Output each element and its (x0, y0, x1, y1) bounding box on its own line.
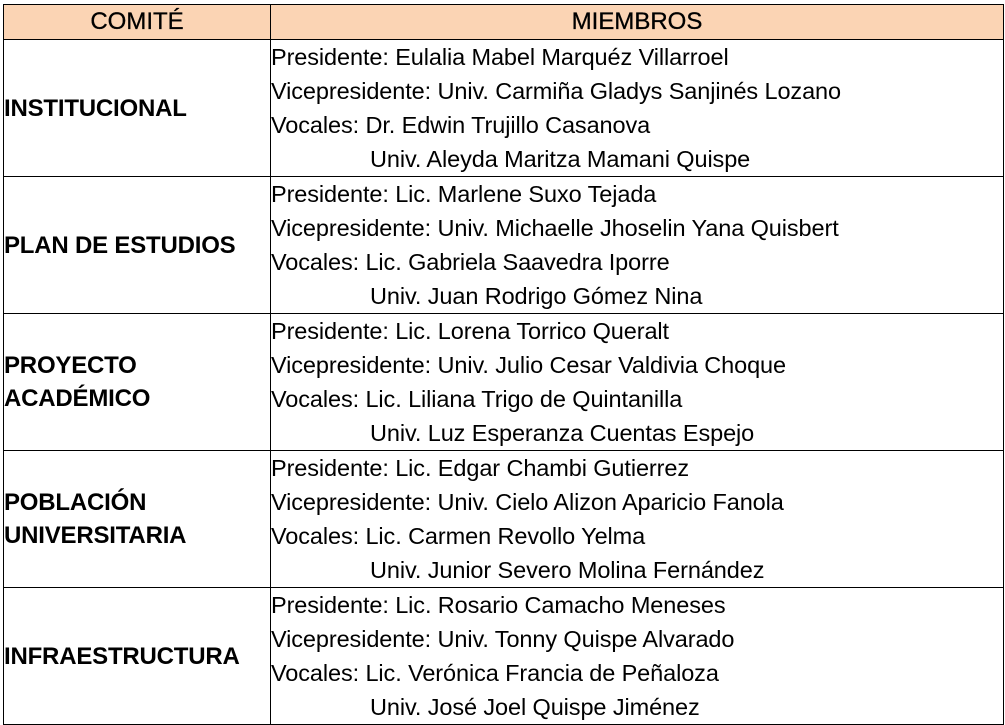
committee-name: PROYECTO ACADÉMICO (4, 314, 271, 451)
committee-row-plan-de-estudios (4, 177, 1004, 314)
committee-name: INSTITUCIONAL (4, 40, 271, 177)
committee-name: PLAN DE ESTUDIOS (4, 177, 271, 314)
committee-row-poblacion-universitaria (4, 451, 1004, 588)
committee-members (271, 177, 1004, 314)
member-president: Presidente: Lic. Lorena Torrico Queralt (271, 318, 669, 344)
member-president: Presidente: Lic. Edgar Chambi Gutierrez (271, 455, 689, 481)
committee-row-infraestructura (4, 588, 1004, 725)
member-vocal-2: Univ. Junior Severo Molina Fernández (370, 557, 765, 583)
header-row (4, 5, 1004, 40)
committees-table (3, 4, 1004, 725)
committee-name: POBLACIÓN UNIVERSITARIA (4, 451, 271, 588)
committee-row-proyecto-academico (4, 314, 1004, 451)
member-vicepresident: Vicepresidente: Univ. Tonny Quispe Alvarado (271, 626, 735, 652)
member-vocal-2: Univ. Juan Rodrigo Gómez Nina (370, 283, 703, 309)
member-vicepresident: Vicepresidente: Univ. Julio Cesar Valdivia Choque (271, 352, 786, 378)
committee-members (271, 40, 1004, 177)
member-vocal: Vocales: Lic. Liliana Trigo de Quintanilla (271, 386, 683, 412)
committee-members (271, 451, 1004, 588)
member-president: Presidente: Eulalia Mabel Marquéz Villarroel (271, 44, 729, 70)
member-vocal: Vocales: Lic. Carmen Revollo Yelma (271, 523, 646, 549)
member-vocal: Vocales: Lic. Gabriela Saavedra Iporre (271, 249, 670, 275)
header-committee: COMITÉ (4, 5, 271, 40)
member-president: Presidente: Lic. Marlene Suxo Tejada (271, 181, 657, 207)
member-vocal-2: Univ. José Joel Quispe Jiménez (370, 694, 700, 720)
member-vicepresident: Vicepresidente: Univ. Cielo Alizon Aparicio Fanola (271, 489, 784, 515)
header-members: MIEMBROS (271, 5, 1004, 40)
member-vocal: Vocales: Dr. Edwin Trujillo Casanova (271, 112, 651, 138)
member-vicepresident: Vicepresidente: Univ. Carmiña Gladys Sanjinés Lozano (271, 78, 841, 104)
member-vicepresident: Vicepresidente: Univ. Michaelle Jhoselin Yana Quisbert (271, 215, 839, 241)
committee-members (271, 314, 1004, 451)
committee-name: INFRAESTRUCTURA (4, 588, 271, 725)
committee-row-institucional (4, 40, 1004, 177)
committee-members (271, 588, 1004, 725)
member-vocal: Vocales: Lic. Verónica Francia de Peñaloza (271, 660, 719, 686)
member-president: Presidente: Lic. Rosario Camacho Meneses (271, 592, 726, 618)
member-vocal-2: Univ. Luz Esperanza Cuentas Espejo (370, 420, 755, 446)
member-vocal-2: Univ. Aleyda Maritza Mamani Quispe (370, 146, 751, 172)
